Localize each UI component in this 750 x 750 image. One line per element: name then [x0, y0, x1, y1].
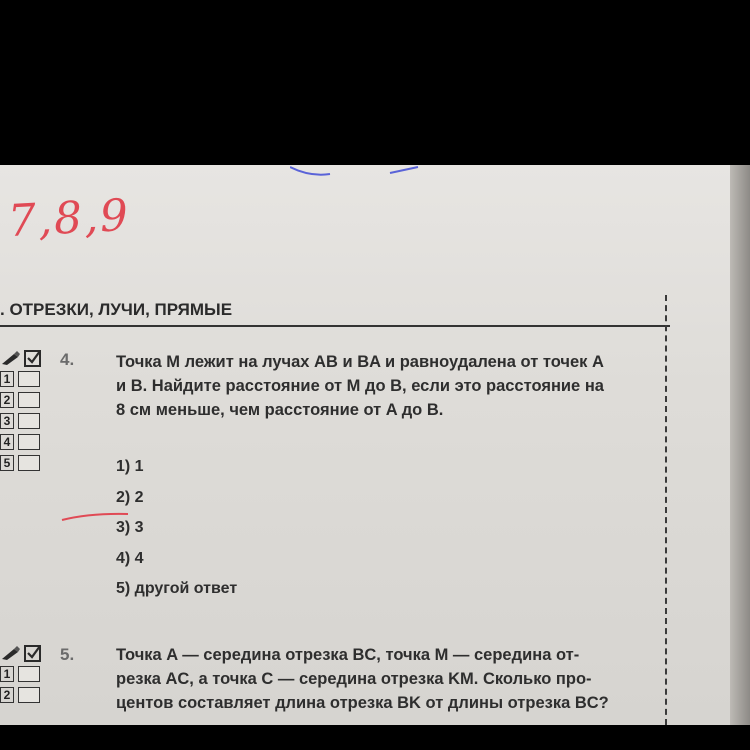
answer-number: 5: [0, 455, 14, 471]
section-divider: [0, 325, 670, 327]
question-5-text: [116, 643, 609, 715]
pencil-icon: [0, 350, 22, 366]
answer-marks-q5: [0, 643, 50, 707]
answer-number: 2: [0, 392, 14, 408]
question-number: 4.: [60, 350, 75, 369]
pencil-icon: [0, 645, 22, 661]
question-line: 8 см меньше, чем расстояние от A до B.: [116, 401, 444, 419]
answer-mark-row: [0, 686, 50, 704]
answer-number: 4: [0, 434, 14, 450]
answer-box[interactable]: [18, 687, 40, 703]
question-line: Точка A — середина отрезка BC, точка M — середина от-: [116, 646, 580, 664]
question-line: резка AC, а точка C — середина отрезка KM. Сколько про-: [116, 670, 592, 688]
question-number: 5.: [60, 645, 75, 664]
textbook-page: [0, 165, 750, 725]
answer-mark-row: [0, 665, 50, 683]
answer-number: 1: [0, 371, 14, 387]
handwritten-note: 7,8,9: [6, 189, 132, 248]
answer-box[interactable]: [18, 666, 40, 682]
question-line: центов составляет длина отрезка BK от длины отрезка BC?: [116, 694, 609, 712]
answer-mark-row: [0, 391, 50, 409]
answer-option[interactable]: 1) 1: [116, 458, 144, 475]
red-pen-underline: [60, 511, 130, 523]
checkbox-checked-icon: [24, 349, 42, 367]
question-line: и B. Найдите расстояние от M до B, если это расстояние на: [116, 377, 604, 395]
answer-option[interactable]: 5) другой ответ: [116, 580, 238, 597]
answer-box[interactable]: [18, 371, 40, 387]
dashed-margin-line: [665, 295, 667, 725]
answer-mark-row: [0, 370, 50, 388]
question-line: Точка M лежит на лучах AB и BA и равноудалена от точек A: [116, 353, 604, 371]
answer-mark-row: [0, 433, 50, 451]
blue-pen-mark: [290, 165, 420, 179]
answer-option[interactable]: 3) 3: [116, 519, 144, 536]
answer-box[interactable]: [18, 392, 40, 408]
question-4-text: [116, 350, 604, 422]
answer-marks-q4: [0, 348, 50, 475]
answer-number: 3: [0, 413, 14, 429]
bottom-black-band: [0, 725, 750, 750]
answer-box[interactable]: [18, 434, 40, 450]
answer-options: [116, 455, 237, 608]
answer-mark-row: [0, 454, 50, 472]
answer-option[interactable]: 4) 4: [116, 549, 144, 567]
checkbox-checked-icon: [24, 644, 42, 662]
page-shadow: [730, 165, 750, 725]
answer-box[interactable]: [18, 455, 40, 471]
answer-number: 1: [0, 666, 14, 682]
answer-option[interactable]: 2) 2: [116, 488, 144, 506]
answer-box[interactable]: [18, 413, 40, 429]
answer-number: 2: [0, 687, 14, 703]
answer-mark-row: [0, 412, 50, 430]
section-title: . ОТРЕЗКИ, ЛУЧИ, ПРЯМЫЕ: [0, 300, 233, 319]
